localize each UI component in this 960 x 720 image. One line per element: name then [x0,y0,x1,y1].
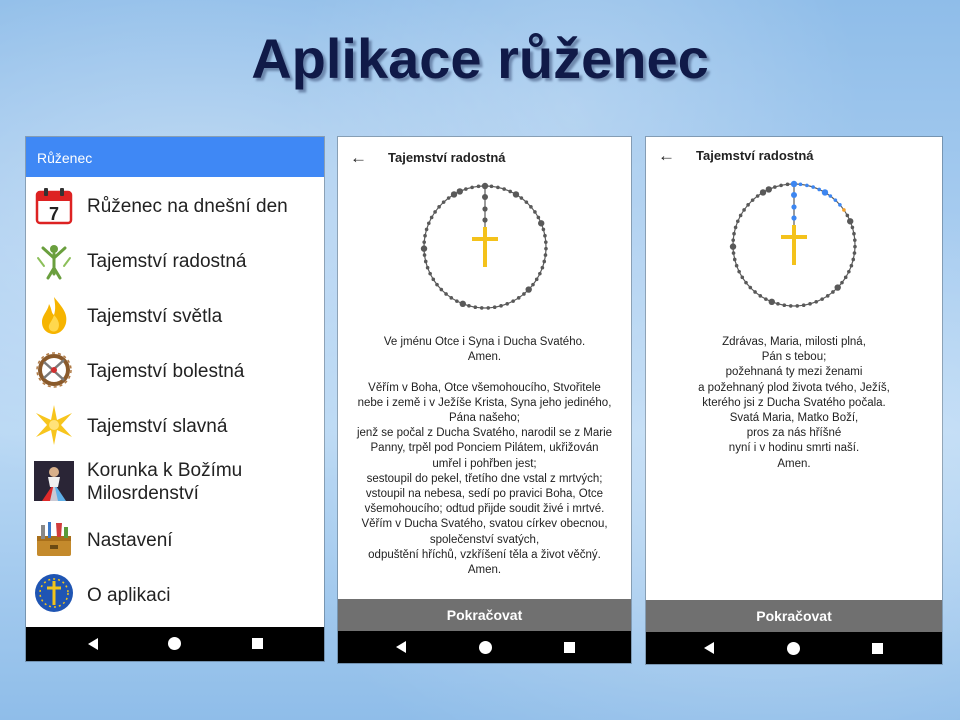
toolbox-icon [34,519,74,559]
rosary-bead [789,304,793,308]
rosary-bead [502,187,506,191]
rosary-bead [805,184,809,188]
rosary-bead [447,196,451,200]
joyful-figure-icon [34,240,74,280]
rosary-bead [529,205,533,209]
menu-item-todays-rosary[interactable] [26,178,324,232]
rosary-bead [786,183,790,187]
rosary-bead [442,200,446,204]
menu-item-luminous[interactable] [26,288,324,342]
nav-home-icon[interactable] [479,641,492,654]
rosary-cross-vertical [483,227,487,267]
rosary-bead [423,253,427,257]
rosary-bead [520,196,524,200]
rosary-bead [435,283,439,287]
rosary-bead [526,286,532,292]
rosary-bead [731,238,735,242]
rosary-bead [744,281,748,285]
rosary-bead [811,185,815,189]
menu-item-label: O aplikaci [87,585,171,606]
rosary-bead [457,188,463,194]
rosary-bead [424,260,428,264]
rosary-bead [511,299,515,303]
nav-back-icon[interactable] [704,642,714,654]
android-nav-bar [646,632,942,664]
rosary-bead [531,283,535,287]
nav-back-icon[interactable] [396,641,406,653]
rosary-bead [817,188,821,192]
rosary-bead [847,270,851,274]
rosary-bead [543,234,547,238]
rosary-bead [840,281,844,285]
rosary-bead [538,220,544,226]
android-nav-bar [338,631,631,663]
rosary-bead [773,185,777,189]
rosary-bead [538,272,542,276]
rosary-bead [753,290,757,294]
rosary-pendant-bead [791,192,797,198]
menu-item-settings[interactable] [26,513,324,567]
rosary-pendant-bead [482,206,487,211]
arrow-left-icon[interactable]: ← [658,146,675,165]
rosary-bead [764,297,768,301]
rosary-bead [431,278,435,282]
rosary-diagram [724,175,864,315]
rosary-bead [428,272,432,276]
rosary-pendant-bead [482,217,487,222]
rosary-bead [766,186,772,192]
crown-of-thorns-icon [34,350,74,390]
credo-screen [338,137,631,663]
rosary-bead [730,243,736,249]
rosary-bead [779,184,783,188]
rosary-bead [822,189,828,195]
screen-title: Tajemství radostná [696,148,814,163]
rosary-bead [430,216,434,220]
rosary-bead [460,301,466,307]
rosary-bead [544,240,548,244]
rosary-bead [760,189,766,195]
rosary-bead [535,278,539,282]
rosary-bead [751,198,755,202]
rosary-bead [808,302,812,306]
rosary-bead [756,194,760,198]
nav-home-icon[interactable] [787,642,800,655]
rosary-bead [496,186,500,190]
rosary-bead [732,232,736,236]
rosary-bead [537,216,541,220]
rosary-bead [847,218,853,224]
nav-recents-icon[interactable] [252,638,263,649]
nav-recents-icon[interactable] [872,643,883,654]
rosary-bead [842,208,846,212]
rosary-bead [850,264,854,268]
rosary-bead [835,284,841,290]
rosary-bead [513,191,519,197]
rosary-bead [467,304,471,308]
rosary-bead [795,304,799,308]
prayer-text: Ve jménu Otce i Syna i Ducha Svatého. Amen. Věřím v Boha, Otce všemohoucího, Stvořitele nebe i země i v Ježíše Krista, Syna jeho jediného, Pána našeho; jenž se počal z Ducha Svatého, narodil se z Marie Panny, trpěl pod Ponciem Pilátem, ukřižován umřel i pohřben jest; sestoupil do pekel, třetího dne vstal z mrtvých; vstoupil na nebesa, sedí po pravici Boha, Otce všemohoucího; odtud přijde soudit živé i mrtvé. Věřím v Ducha Svatého, svatou církev obecnou, společenství svatých, odpuštění hříchů, vzkříšení těla a život věčný. Amen. [356,336,613,577]
rosary-bead [851,226,855,230]
rosary-bead [853,245,857,249]
rosary-bead [444,292,448,296]
rosary-bead [474,305,478,309]
rosary-bead [737,270,741,274]
rosary-bead [525,200,529,204]
rosary-cross-vertical [792,225,796,265]
menu-item-about[interactable] [26,568,324,622]
menu-item-label: Korunka k Božímu Milosrdenství [87,460,243,504]
app-bar-title: Růženec [37,150,93,166]
rosary-bead [831,290,835,294]
app-bar [26,137,324,177]
rosary-bead [455,299,459,303]
rosary-bead [758,294,762,298]
rosary-bead [852,232,856,236]
rosary-bead [433,210,437,214]
rosary-bead [834,198,838,202]
rosary-bead [826,294,830,298]
arrow-left-icon[interactable]: ← [350,148,367,167]
rosary-bead [776,302,780,306]
rosary-bead [449,296,453,300]
rosary-bead [505,302,509,306]
rosary-diagram [415,177,555,317]
rosary-bead [482,183,488,189]
rosary-bead [746,203,750,207]
prayer-text: Zdrávas, Maria, milosti plná, Pán s tebou; požehnaná ty mezi ženami a požehnaný plod života tvého, Ježíš, kterého jsi z Ducha Svatého počala. Svatá Maria, Matko Boží, pros za nás hříšné nyní i v hodinu smrti naší. Amen. [698,336,890,470]
rosary-bead [769,299,775,305]
rosary-bead [542,228,546,232]
menu-item-sorrowful[interactable] [26,343,324,397]
nav-recents-icon[interactable] [564,642,575,653]
rosary-bead [814,300,818,304]
rosary-bead [421,245,427,251]
rosary-bead [820,297,824,301]
continue-button[interactable]: Pokračovat [646,600,942,632]
rosary-bead [742,208,746,212]
slide-title: Aplikace růženec [251,27,709,90]
menu-screen [26,137,324,661]
calendar-day: 7 [48,204,60,224]
rosary-bead [838,203,842,207]
rosary-bead [844,276,848,280]
continue-button[interactable]: Pokračovat [338,599,631,631]
rosary-bead [542,260,546,264]
rosary-bead [477,185,481,189]
rosary-bead [517,296,521,300]
android-nav-bar [26,627,324,661]
rosary-bead [851,258,855,262]
rosary-bead [829,194,833,198]
rosary-bead [732,251,736,255]
rosary-bead [544,253,548,257]
rosary-bead [735,264,739,268]
rosary-bead [791,181,797,187]
rosary-bead [533,210,537,214]
menu-item-joyful[interactable] [26,233,324,287]
screen-title: Tajemství radostná [388,150,506,165]
menu-item-label: Růženec na dnešní den [87,196,288,217]
rosary-bead [490,185,494,189]
calendar-icon [34,186,74,226]
rosary-bead [440,288,444,292]
rosary-pendant-bead [791,215,796,220]
menu-item-label: Tajemství bolestná [87,361,245,382]
rosary-bead [799,183,803,187]
rosary-bead [740,276,744,280]
rosary-bead [522,292,526,296]
rosary-bead [425,228,429,232]
menu-item-glorious[interactable] [26,398,324,452]
rosary-pendant-bead [791,204,796,209]
nav-back-icon[interactable] [88,638,98,650]
rosary-bead [426,266,430,270]
rosary-bead [853,238,857,242]
rosary-bead [508,190,512,194]
rosary-bead [486,306,490,310]
rosary-bead [470,186,474,190]
rosary-bead [544,247,548,251]
rosary-bead [422,240,426,244]
rosary-bead [802,303,806,307]
rosary-bead [423,234,427,238]
rosary-bead [749,286,753,290]
rosary-bead [783,303,787,307]
rosary-bead [736,219,740,223]
cross-globe-icon [34,573,74,613]
star-burst-icon [34,405,74,445]
rosary-bead [853,251,857,255]
rosary-bead [846,214,850,218]
rosary-bead [739,214,743,218]
menu-item-label: Tajemství radostná [87,251,247,272]
rosary-bead [464,187,468,191]
rosary-cross-horizontal [472,237,498,241]
menu-item-label: Tajemství slavná [87,416,228,437]
rosary-bead [734,226,738,230]
menu-item-label: Nastavení [87,530,173,551]
rosary-bead [480,306,484,310]
menu-item-divine-mercy[interactable] [26,453,324,513]
ave-maria-screen [646,137,942,664]
rosary-bead [733,258,737,262]
nav-home-icon[interactable] [168,637,181,650]
menu-item-label: Tajemství světla [87,306,223,327]
rosary-bead [493,305,497,309]
flame-icon [34,295,74,335]
rosary-bead [451,191,457,197]
rosary-bead [499,304,503,308]
divine-mercy-image-icon [34,461,74,501]
rosary-bead [437,205,441,209]
rosary-cross-horizontal [781,235,807,239]
rosary-bead [541,266,545,270]
rosary-bead [427,221,431,225]
rosary-pendant-bead [482,194,488,200]
